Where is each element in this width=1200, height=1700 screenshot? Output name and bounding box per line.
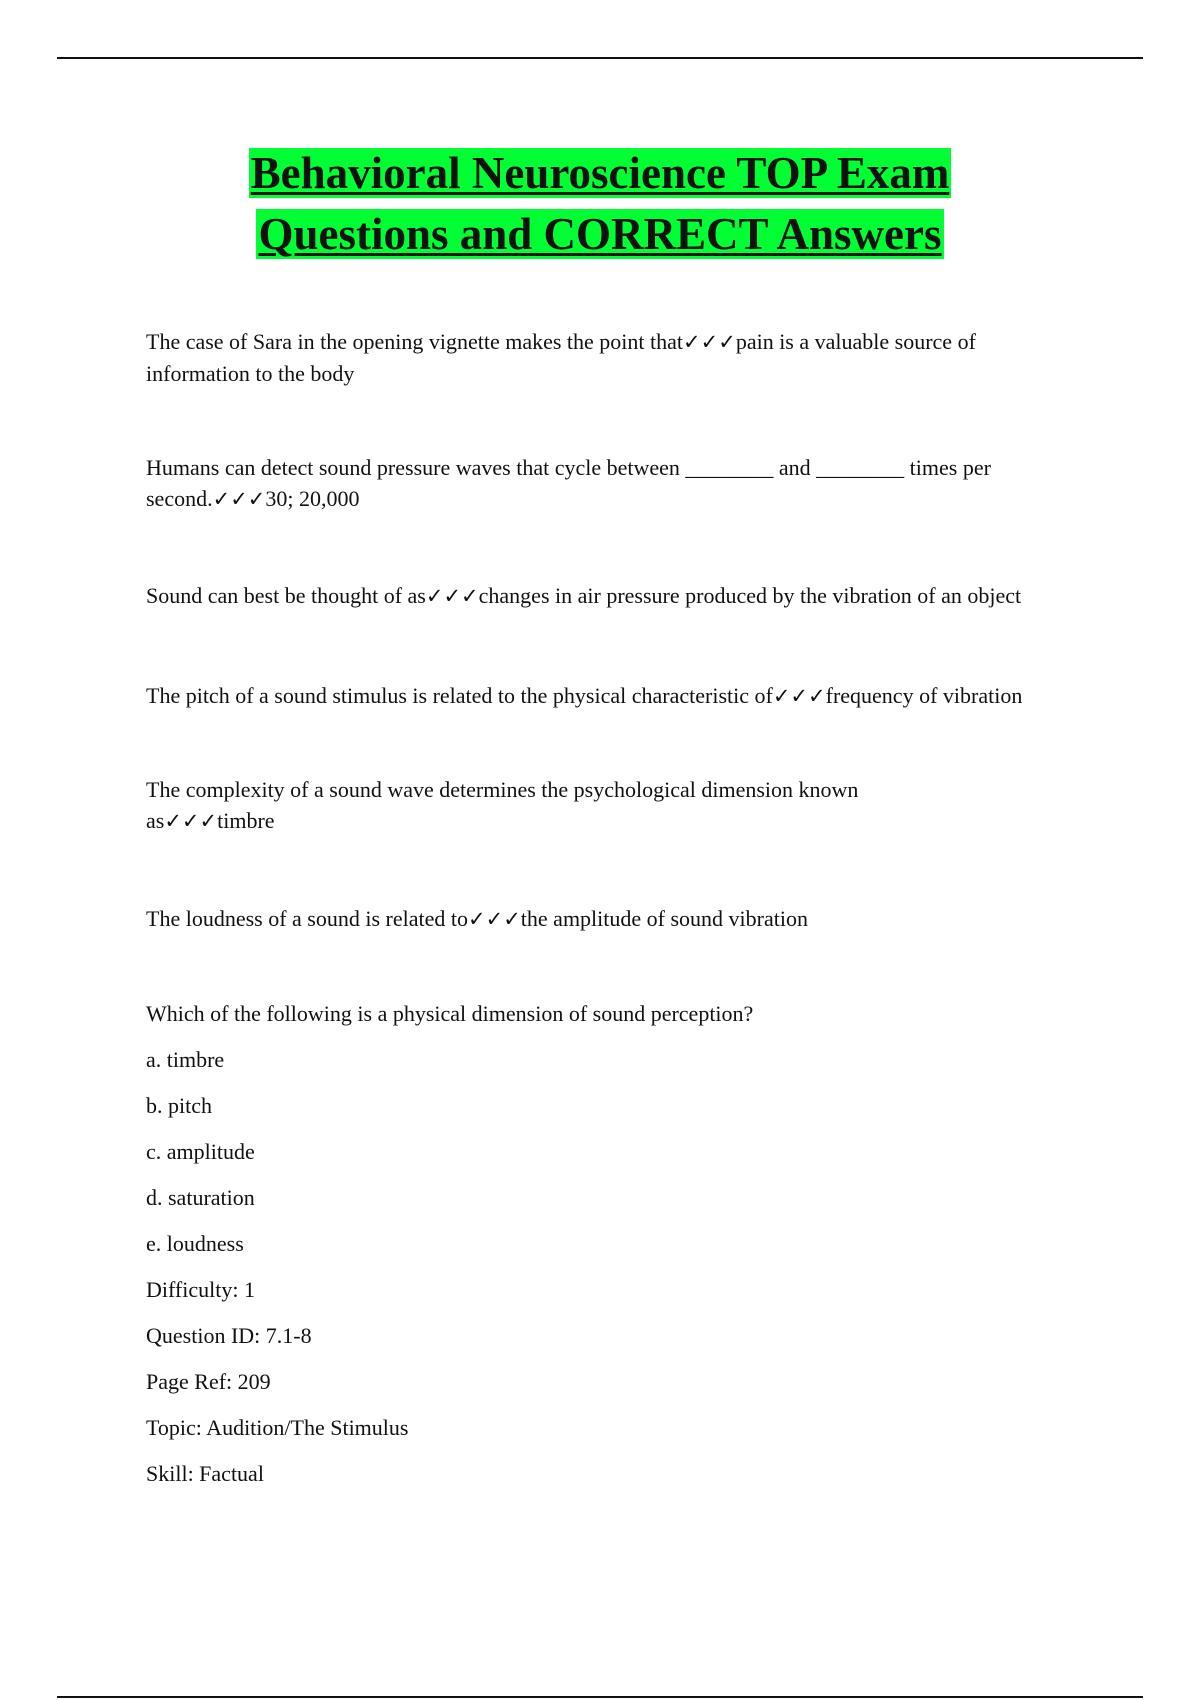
multiple-choice-question xyxy=(146,998,1046,1504)
answer-text: 30; 20,000 xyxy=(265,486,360,511)
answer-text: pain is a valuable source of information to the body xyxy=(146,329,976,386)
mc-option-d: d. saturation xyxy=(146,1185,255,1210)
check-marks-icon: ✓✓✓ xyxy=(164,809,218,833)
title-line-2: Questions and CORRECT Answers xyxy=(258,209,942,259)
question-text: The case of Sara in the opening vignette makes the point that xyxy=(146,329,684,354)
question-text: The complexity of a sound wave determines the psychological dimension known as xyxy=(146,777,859,833)
answer-text: the amplitude of sound vibration xyxy=(520,906,808,931)
title-line-1: Behavioral Neuroscience TOP Exam xyxy=(250,148,950,198)
check-marks-icon: ✓✓✓ xyxy=(683,330,736,354)
qa-item-2 xyxy=(146,452,1046,515)
top-divider xyxy=(57,57,1143,59)
qa-item-1 xyxy=(146,326,1046,389)
mc-page-ref: Page Ref: 209 xyxy=(146,1369,271,1394)
qa-item-3 xyxy=(146,580,1046,612)
answer-text: frequency of vibration xyxy=(825,683,1023,708)
check-marks-icon: ✓✓✓ xyxy=(468,907,521,931)
mc-skill: Skill: Factual xyxy=(146,1461,264,1486)
mc-question-text: Which of the following is a physical dimension of sound perception? xyxy=(146,1001,754,1026)
answer-text: changes in air pressure produced by the vibration of an object xyxy=(478,583,1022,608)
mc-question-id: Question ID: 7.1-8 xyxy=(146,1323,312,1348)
mc-option-b: b. pitch xyxy=(146,1093,212,1118)
mc-topic: Topic: Audition/The Stimulus xyxy=(146,1415,409,1440)
check-marks-icon: ✓✓✓ xyxy=(212,487,266,511)
question-text: The pitch of a sound stimulus is related to the physical characteristic of xyxy=(146,683,773,708)
bottom-divider xyxy=(57,1696,1143,1698)
mc-difficulty: Difficulty: 1 xyxy=(146,1277,255,1302)
question-text: Humans can detect sound pressure waves that cycle between ________ and ________ times per second. xyxy=(146,455,991,511)
question-text: The loudness of a sound is related to xyxy=(146,906,468,931)
qa-item-6 xyxy=(146,903,1046,935)
qa-item-5 xyxy=(146,774,1046,837)
document-body xyxy=(146,326,1046,1504)
question-text: Sound can best be thought of as xyxy=(146,583,426,608)
mc-option-e: e. loudness xyxy=(146,1231,244,1256)
check-marks-icon: ✓✓✓ xyxy=(772,684,826,708)
answer-text: timbre xyxy=(217,808,275,833)
qa-item-4 xyxy=(146,680,1046,712)
mc-option-a: a. timbre xyxy=(146,1047,225,1072)
mc-option-c: c. amplitude xyxy=(146,1139,255,1164)
check-marks-icon: ✓✓✓ xyxy=(425,584,479,608)
document-title xyxy=(0,143,1200,265)
